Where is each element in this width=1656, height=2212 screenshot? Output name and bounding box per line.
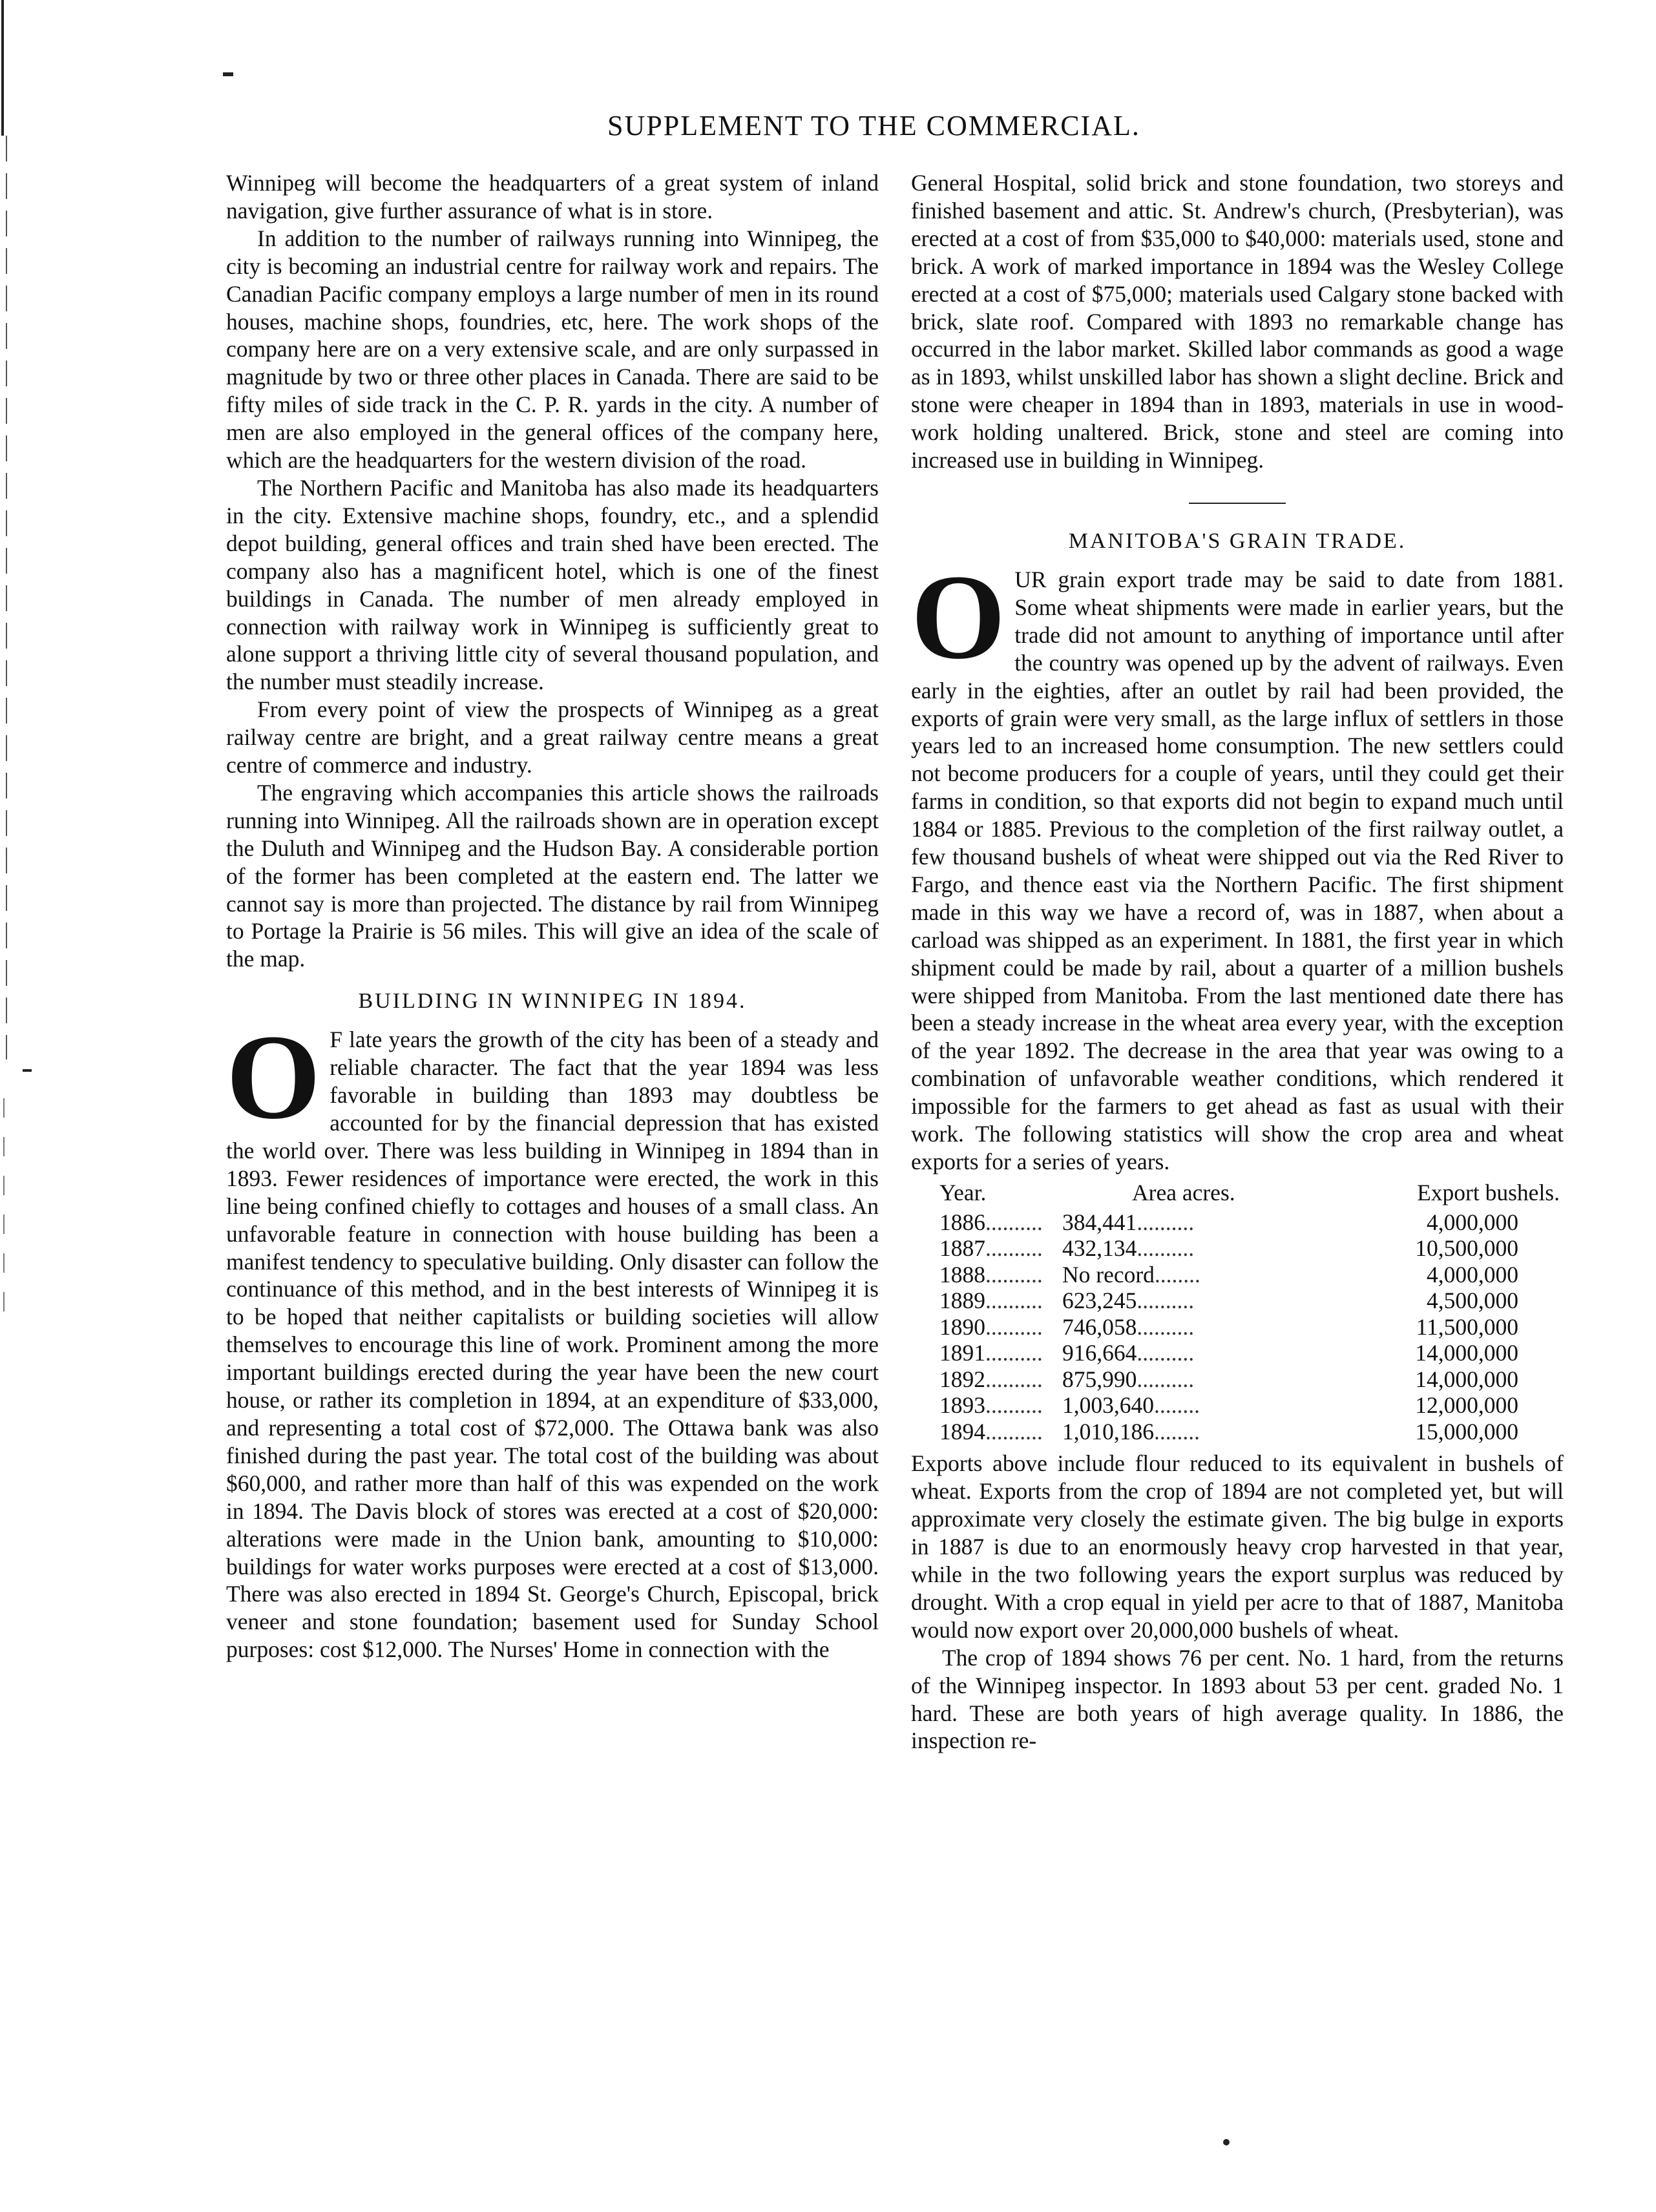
cell-exports: 12,000,000	[1415, 1392, 1518, 1419]
cell-area: 746,058	[1062, 1313, 1137, 1340]
body-paragraph: Exports above include flour reduced to its equivalent in bushels of wheat. Exports from the crop of 1894 are not completed yet, but will approximate very closely the estimate given. The big bulge in exports in 1887 is due to an enormously heavy crop harvested in that year, while in the two following years the export surplus was reduced by drought. With a crop equal in yield per acre to that of 1887, Manitoba would now export over 20,000,000 bushels of wheat.	[911, 1450, 1564, 1643]
body-paragraph: Winnipeg will become the headquarters of a great system of inland navigation, give further assurance of what is in store.	[226, 170, 879, 224]
cell-area: 1,003,640	[1062, 1392, 1154, 1419]
continuation-paragraph: General Hospital, solid brick and stone foundation, two storeys and finished basement and attic. St. Andrew's church, (Presbyterian), was erected at a cost of from $35,000 to $40,000: materials used, stone and brick. A work of marked importance in 1894 was the Wesley College erected at a cost of $75,000; materials used Calgary stone backed with brick, slate roof. Compared with 1893 no remarkable change has occurred in the labor market. Skilled labor commands as good a wage as in 1893, whilst unskilled labor has shown a slight decline. Brick and stone were cheaper in 1894 than in 1893, materials in use in wood-work holding unaltered. Brick, stone and steel are coming into increased use in building in Winnipeg.	[911, 170, 1564, 474]
cell-year: 1887	[939, 1235, 985, 1262]
cell-exports: 11,500,000	[1416, 1313, 1518, 1340]
cell-year: 1888	[939, 1261, 985, 1288]
cell-area: 875,990	[1062, 1366, 1137, 1392]
building-paragraph	[226, 1009, 879, 1664]
scan-speck	[1223, 2139, 1230, 2145]
table-header-row	[911, 1180, 1564, 1209]
cell-area: 432,134	[1062, 1235, 1137, 1262]
cell-area: 623,245	[1062, 1288, 1137, 1314]
grain-paragraph	[911, 548, 1564, 1176]
scan-speck	[23, 1069, 32, 1072]
table-row: 1890.......... 746,058.......... 11,500,000	[939, 1313, 1518, 1340]
table-row: 1886.......... 384,441.......... 4,000,000	[939, 1209, 1518, 1235]
column-header-exports: Export bushels.	[1417, 1179, 1560, 1205]
column-header-area: Area acres.	[1132, 1179, 1235, 1205]
table-row: 1887.......... 432,134.......... 10,500,000	[939, 1235, 1518, 1262]
cell-year: 1886	[939, 1209, 985, 1235]
cell-exports: 14,000,000	[1415, 1366, 1518, 1392]
cell-area: 916,664	[1062, 1340, 1137, 1366]
table-row: 1893.......... 1,003,640........ 12,000,000	[939, 1392, 1518, 1419]
section-title-building: BUILDING IN WINNIPEG IN 1894.	[358, 989, 747, 1014]
cell-exports: 4,500,000	[1427, 1288, 1518, 1314]
right-column	[911, 169, 1564, 1755]
cell-year: 1891	[939, 1340, 985, 1366]
cell-exports: 14,000,000	[1415, 1340, 1518, 1366]
cell-year: 1890	[939, 1313, 985, 1340]
column-header-year: Year.	[939, 1179, 987, 1205]
cell-year: 1892	[939, 1366, 985, 1392]
scan-speck	[223, 72, 233, 76]
body-paragraph: The engraving which accompanies this article shows the railroads running into Winnipeg. All the railroads shown are in operation except the Duluth and Winnipeg and the Hudson Bay. A considerable portion of the former has been completed at the eastern end. The latter we cannot say is more than projected. The distance by rail from Winnipeg to Portage la Prairie is 56 miles. This will give an idea of the scale of the map.	[226, 779, 879, 972]
table-row: 1889.......... 623,245.......... 4,500,000	[939, 1288, 1518, 1314]
cell-area: 1,010,186	[1062, 1418, 1154, 1445]
body-paragraph: The crop of 1894 shows 76 per cent. No. 1 hard, from the returns of the Winnipeg inspector. In 1893 about 53 per cent. graded No. 1 hard. These are both years of high average quality. In 1886, the inspection re-	[911, 1644, 1564, 1754]
cell-year: 1894	[939, 1418, 985, 1445]
table-row: 1894.......... 1,010,186........ 15,000,000	[939, 1418, 1518, 1445]
grain-text: UR grain export trade may be said to date from 1881. Some wheat shipments were made in earlier years, but the trade did not amount to anything of importance until after the country was opened up by the advent of railways. Even early in the eighties, after an outlet by rail had been provided, the exports of grain were very small, as the large influx of settlers in those years led to an increased home consumption. The new settlers could not become producers for a couple of years, until they could get their farms in condition, so that exports did not begin to expand much until 1884 or 1885. Previous to the completion of the first railway outlet, a few thousand bushels of wheat were shipped out via the Red River to Fargo, and thence east via the Northern Pacific. The first shipment made in this way we have a record of, was in 1887, when about a carload was shipped as an experiment. In 1881, the first year in which shipment could be made by rail, about a quarter of a million bushels were shipped from Manitoba. From the last mentioned date there has been a steady increase in the wheat area every year, with the exception of the year 1892. The decrease in the area that year was owing to a combination of unfavorable weather conditions, which rendered it impossible for the farmers to get ahead as fast as usual with their work. The following statistics will show the crop area and wheat exports for a series of years.	[911, 566, 1564, 1174]
cell-area: No record	[1062, 1261, 1155, 1288]
section-title-grain: MANITOBA'S GRAIN TRADE.	[1068, 528, 1407, 553]
cell-exports: 15,000,000	[1415, 1418, 1518, 1445]
table-row: 1888.......... No record........ 4,000,000	[939, 1261, 1518, 1288]
body-paragraph: The Northern Pacific and Manitoba has also made its headquarters in the city. Extensive machine shops, foundry, etc., and a splendid depot building, general offices and train shed have been erected. The company also has a magnificent hotel, which is one of the finest buildings in Canada. The number of men already employed in connection with railway work in Winnipeg is sufficiently great to alone support a thriving little city of several thousand population, and the number must steadily increase.	[226, 474, 879, 695]
section-divider	[1189, 503, 1286, 504]
cell-exports: 4,000,000	[1427, 1209, 1518, 1235]
body-paragraph: From every point of view the prospects of Winnipeg as a great railway centre are bright, and a great railway centre means a great centre of commerce and industry.	[226, 696, 879, 778]
table-row: 1891.......... 916,664.......... 14,000,000	[939, 1340, 1518, 1366]
cell-exports: 4,000,000	[1427, 1261, 1518, 1288]
running-head: SUPPLEMENT TO THE COMMERCIAL.	[607, 110, 1140, 141]
cell-area: 384,441	[1062, 1209, 1137, 1235]
cell-exports: 10,500,000	[1415, 1235, 1518, 1262]
cell-year: 1893	[939, 1392, 985, 1419]
body-paragraph: In addition to the number of railways running into Winnipeg, the city is becoming an industrial centre for railway work and repairs. The Canadian Pacific company employs a large number of men in its round houses, machine shops, foundries, etc, here. The work shops of the company here are on a very extensive scale, and are only surpassed in magnitude by two or three other places in Canada. There are said to be fifty miles of side track in the C. P. R. yards in the city. A number of men are also employed in the general offices of the company here, which are the headquarters for the western division of the road.	[226, 225, 879, 474]
drop-cap: O	[911, 548, 1006, 684]
building-text: F late years the growth of the city has been of a steady and reliable character. The fact that the year 1894 was less favorable in building than 1893 may doubtless be accounted for by the financial depression that has existed the world over. There was less building in Winnipeg in 1894 than in 1893. Fewer residences of importance were erected, the work in this line being confined chiefly to cottages and houses of a small class. An unfavorable feature in connection with house building has been a manifest tendency to speculative building. Only disaster can follow the continuance of this method, and in the best interests of Winnipeg it is to be hoped that neither capitalists or building societies will allow themselves to encourage this line of work. Prominent among the more important buildings erected during the year have been the new court house, or rather its completion in 1894, at an expenditure of $33,000, and representing a total cost of $72,000. The Ottawa bank was also finished during the past year. The total cost of the building was about $60,000, and rather more than half of this was expended on the work in 1894. The Davis block of stores was erected at a cost of $20,000: alterations were made in the Union bank, amounting to $10,000: buildings for water works purposes were erected at a cost of $13,000. There was also erected in 1894 St. George's Church, Episcopal, brick veneer and stone foundation; basement used for Sunday School purposes: cost $12,000. The Nurses' Home in connection with the	[226, 1027, 879, 1663]
left-column	[226, 169, 879, 1664]
table-row: 1892.......... 875,990.......... 14,000,000	[939, 1366, 1518, 1392]
drop-cap: O	[226, 1009, 321, 1145]
crop-statistics-table	[911, 1180, 1564, 1445]
cell-year: 1889	[939, 1288, 985, 1314]
